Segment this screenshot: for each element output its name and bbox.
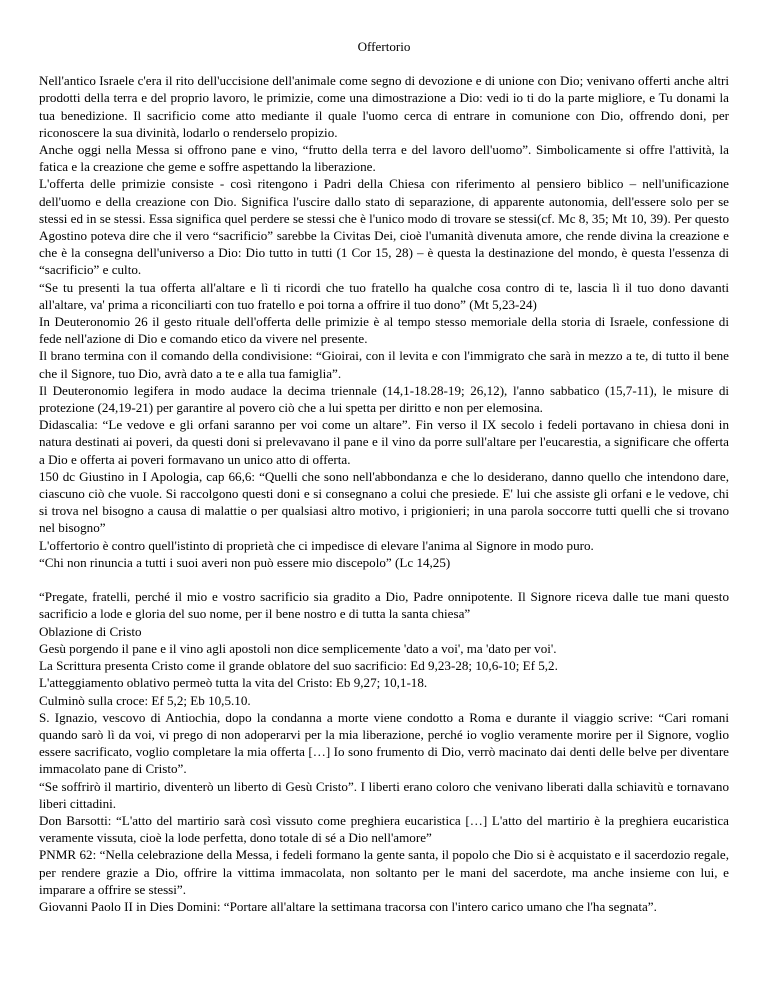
document-page	[39, 38, 729, 915]
paragraph: “Se tu presenti la tua offerta all'altare e lì ti ricordi che tuo fratello ha qualche cosa contro di te, lascia lì il tuo dono davanti all'altare, va' prima a riconciliarti con tuo fratello e poi torna a offrire il tuo dono” (Mt 5,23-24)	[39, 279, 729, 312]
paragraph: “Pregate, fratelli, perché il mio e vostro sacrificio sia gradito a Dio, Padre onnipotente. Il Signore riceva dalle tue mani questo sacrificio a lode e gloria del suo nome, per il bene nostro e di tutta la santa chiesa”	[39, 589, 729, 622]
paragraph: Il Deuteronomio legifera in modo audace la decima triennale (14,1-18.28-19; 26,12), l'anno sabbatico (15,7-11), le misure di protezione (24,19-21) per garantire al povero ciò che a lui spetta per diritto e non per elemosina.	[39, 382, 729, 416]
paragraph: L'offertorio è contro quell'istinto di proprietà che ci impedisce di elevare l'anima al Signore in modo puro.	[39, 537, 594, 553]
paragraph: Nell'antico Israele c'era il rito dell'uccisione dell'animale come segno di devozione e di unione con Dio; venivano offerti anche altri prodotti della terra e del proprio lavoro, le primizie, come una dimostrazione a Dio: vedi io ti do la parte migliore, e Tu donami la tua benedizione. Il sacrificio come atto mediante il quale l'uomo cerca di entrare in comunione con Dio, offrendo doni, per riconoscere la sua divinità, lodarlo o renderselo propizio.	[39, 73, 729, 140]
paragraph: Anche oggi nella Messa si offrono pane e vino, “frutto della terra e del lavoro dell'uomo”. Simbolicamente si offre l'attività, la fatica e la creazione che geme e soffre aspettando la liberazione.	[39, 142, 729, 175]
paragraph: Culminò sulla croce: Ef 5,2; Eb 10,5.10.	[39, 692, 251, 708]
document-title: Offertorio	[357, 39, 411, 54]
paragraph: Gesù porgendo il pane e il vino agli apostoli non dice semplicemente 'dato a voi', ma 'dato per voi'.	[39, 640, 557, 656]
section-offering-history	[39, 72, 729, 571]
paragraph: PNMR 62: “Nella celebrazione della Messa, i fedeli formano la gente santa, il popolo che Dio si è acquistato e il sacerdozio regale, per rendere grazie a Dio, offrire la vittima immacolata, non soltanto per le mani del sacerdote, ma anche insieme con lui, e imparare a offrire se stessi”.	[39, 847, 729, 897]
paragraph: L'offerta delle primizie consiste - così ritengono i Padri della Chiesa con riferimento al pensiero biblico – nell'unificazione dell'uomo e della creazione con Dio. Significa l'uscire dallo stato di separazione, di apparente autonomia, dell'essere solo per se stessi ed in se stessi. Essa significa quel perdere se stessi che è l'unico modo di trovare se stessi(cf. Mc 8, 35; Mt 10, 39). Per questo Agostino poteva dire che il vero “sacrificio” sarebbe la Civitas Dei, cioè l'umanità divenuta amore, che rende divina la creazione e che è la consegna dell'universo a Dio: Dio tutto in tutti (1 Cor 15, 28) – è questa la destinazione del mondo, è questa l'essenza di “sacrificio” e culto.	[39, 176, 730, 278]
paragraph: Il brano termina con il comando della condivisione: “Gioirai, con il levita e con l'immigrato che sarà in mezzo a te, di tutto il bene che il Signore, tuo Dio, avrà dato a te e alla tua famiglia”.	[39, 348, 729, 381]
paragraph: 150 dc Giustino in I Apologia, cap 66,6: “Quelli che sono nell'abbondanza e che lo desiderano, danno quello che intendono dare, ciascuno ciò che vuole. Si raccolgono questi doni e si consegnano a colui che presiede. E' lui che assiste gli orfani e le vedove, chi si trova nel bisogno a causa di malattie o per qualsiasi altro motivo, i prigionieri; in una parola soccorre tutti quelli che si trovano nel bisogno”	[39, 468, 729, 536]
paragraph: L'atteggiamento oblativo permeò tutta la vita del Cristo: Eb 9,27; 10,1-18.	[39, 675, 428, 691]
paragraph: Don Barsotti: “L'atto del martirio sarà così vissuto come preghiera eucaristica […] L'atto del martirio è la preghiera eucaristica veramente vissuta, cioè la lode perfetta, dono totale di sé a Dio nell'amore”	[39, 812, 729, 846]
paragraph: “Chi non rinuncia a tutti i suoi averi non può essere mio discepolo” (Lc 14,25)	[39, 554, 451, 570]
paragraph: “Se soffrirò il martirio, diventerò un liberto di Gesù Cristo”. I liberti erano coloro che venivano liberati dalla schiavitù e tornavano liberi cittadini.	[39, 778, 729, 811]
paragraph: Didascalia: “Le vedove e gli orfani saranno per voi come un altare”. Fin verso il IX secolo i fedeli portavano in chiesa doni in natura destinati ai poveri, da questi doni si prelevavano il pane e il vino da porre sull'altare per l'eucarestia, a significare che offerta a Dio e offerta ai poveri formavano un unico atto di offerta.	[39, 417, 729, 467]
paragraph: Oblazione di Cristo	[39, 623, 142, 639]
section-gap	[39, 571, 729, 588]
paragraph: In Deuteronomio 26 il gesto rituale dell'offerta delle primizie è al tempo stesso memoriale della storia di Israele, confessione di fede nell'azione di Dio e comando etico da vivere nel presente.	[39, 314, 729, 347]
paragraph: Giovanni Paolo II in Dies Domini: “Portare all'altare la settimana tracorsa con l'intero carico umano che l'ha segnata”.	[39, 898, 657, 914]
paragraph: S. Ignazio, vescovo di Antiochia, dopo la condanna a morte viene condotto a Roma e durante il viaggio scrive: “Cari romani quando sarò lì da voi, vi prego di non adoperarvi per la mia liberazione, perché io voglio veramente morire per il Signore, voglio essere sacrificato, voglio completare la mia offerta […] Io sono frumento di Dio, verrò macinato dai denti delle belve per diventare immacolato pane di Cristo”.	[39, 709, 729, 777]
section-oblation	[39, 588, 729, 915]
paragraph: La Scrittura presenta Cristo come il grande oblatore del suo sacrificio: Ed 9,23-28; 10,6-10; Ef 5,2.	[39, 658, 558, 674]
